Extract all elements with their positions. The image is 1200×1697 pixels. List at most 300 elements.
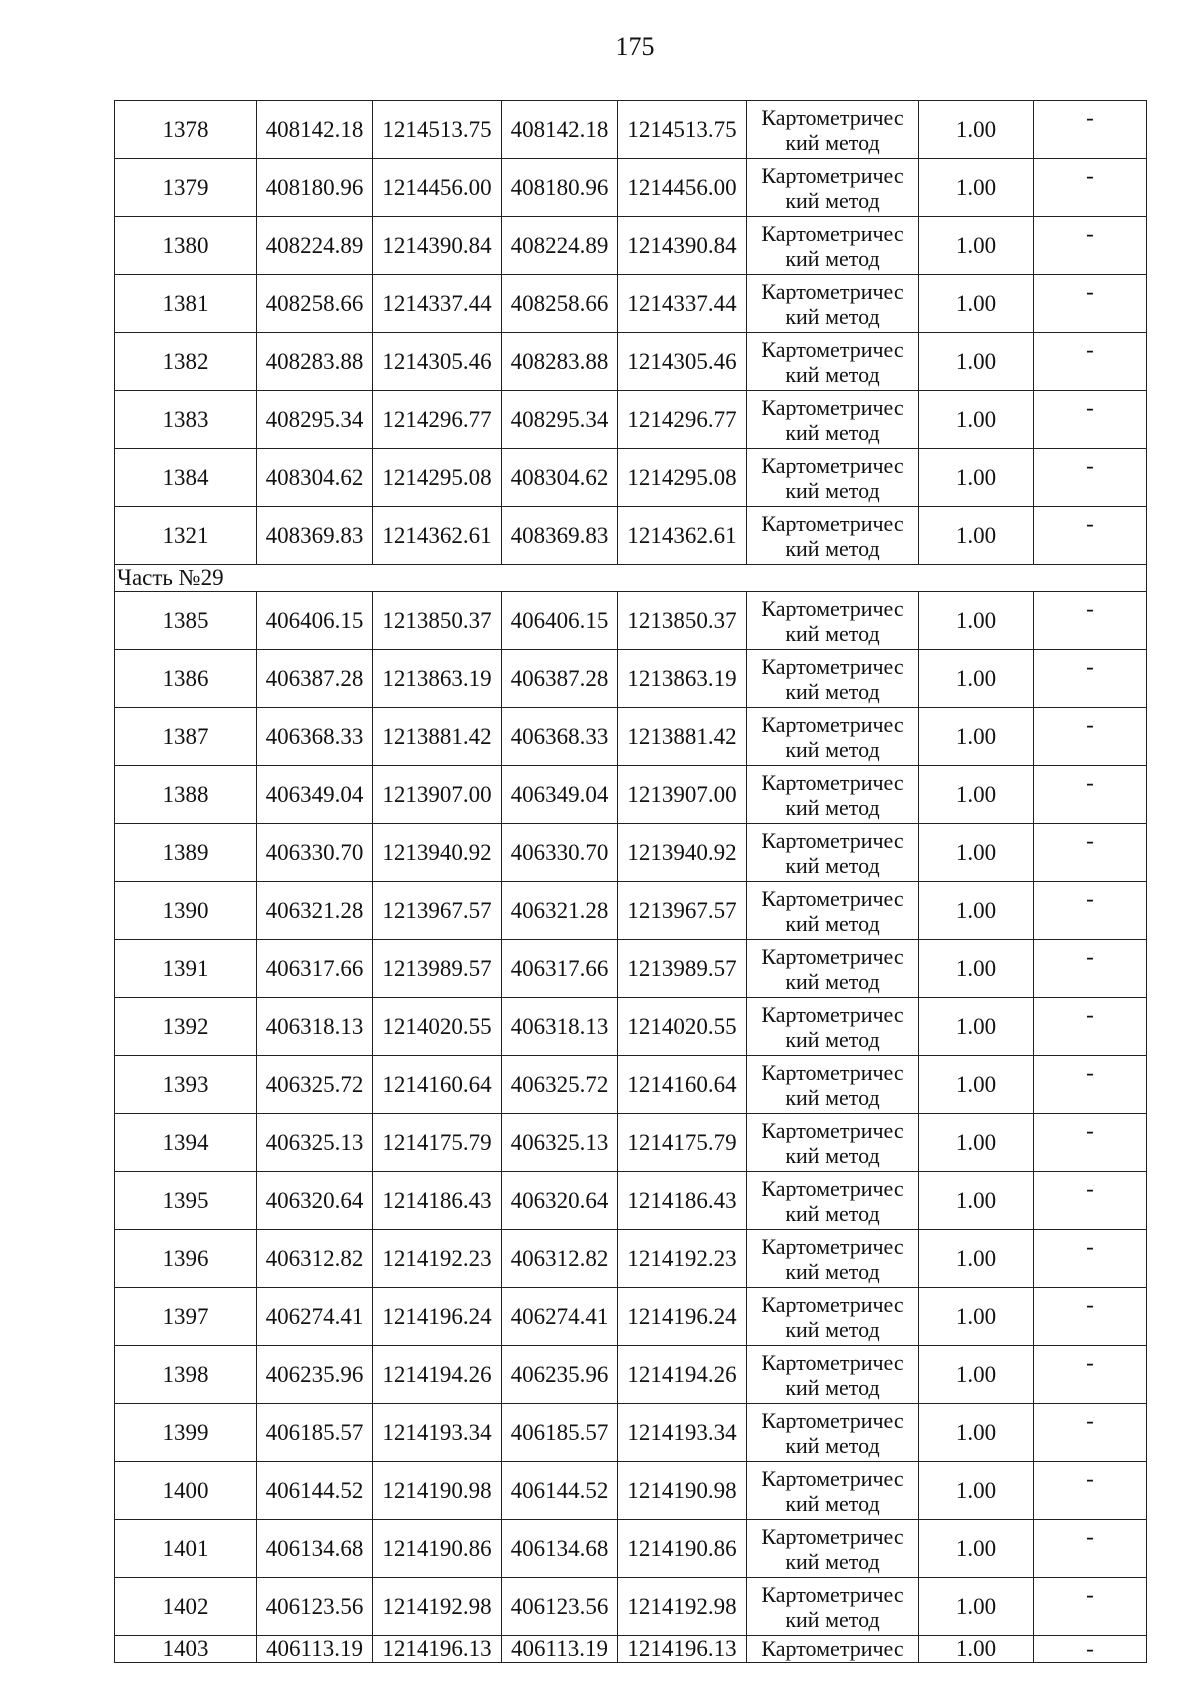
description-cell: - bbox=[1034, 1172, 1147, 1230]
description-cell: - bbox=[1034, 1462, 1147, 1520]
y-new-cell: 1214020.55 bbox=[618, 998, 747, 1056]
page-number: 175 bbox=[615, 32, 655, 61]
method-line-1: Картометричес bbox=[761, 1117, 904, 1143]
point-number-cell: 1402 bbox=[115, 1578, 257, 1636]
method-line-2: кий метод bbox=[785, 1316, 880, 1342]
x-old-cell: 408369.83 bbox=[257, 507, 373, 565]
method-line-2: кий метод bbox=[785, 1258, 880, 1284]
method-line-2: кий метод bbox=[785, 535, 880, 561]
method-cell bbox=[747, 507, 919, 565]
point-number-cell: 1381 bbox=[115, 275, 257, 333]
precision-cell: 1.00 bbox=[919, 766, 1034, 824]
x-old-cell: 408224.89 bbox=[257, 217, 373, 275]
table-row bbox=[115, 1114, 1147, 1172]
x-old-cell: 406113.19 bbox=[257, 1636, 373, 1663]
precision-cell: 1.00 bbox=[919, 333, 1034, 391]
method-line-1: Картометричес bbox=[761, 711, 904, 737]
y-new-cell: 1213989.57 bbox=[618, 940, 747, 998]
y-old-cell: 1213907.00 bbox=[373, 766, 502, 824]
table-section-heading bbox=[115, 565, 1147, 592]
x-old-cell: 406320.64 bbox=[257, 1172, 373, 1230]
y-new-cell: 1214305.46 bbox=[618, 333, 747, 391]
y-old-cell: 1213940.92 bbox=[373, 824, 502, 882]
description-cell: - bbox=[1034, 507, 1147, 565]
description-cell: - bbox=[1034, 391, 1147, 449]
point-number-cell: 1387 bbox=[115, 708, 257, 766]
x-old-cell: 406318.13 bbox=[257, 998, 373, 1056]
method-line-2: кий метод bbox=[785, 245, 880, 271]
precision-cell: 1.00 bbox=[919, 391, 1034, 449]
method-line-1: Картометричес bbox=[761, 1001, 904, 1027]
table-row bbox=[115, 101, 1147, 159]
x-old-cell: 408258.66 bbox=[257, 275, 373, 333]
method-line-1: Картометричес bbox=[761, 1581, 904, 1607]
x-old-cell: 406325.13 bbox=[257, 1114, 373, 1172]
x-new-cell: 406387.28 bbox=[502, 650, 618, 708]
method-cell bbox=[747, 1404, 919, 1462]
point-number-cell: 1395 bbox=[115, 1172, 257, 1230]
point-number-cell: 1394 bbox=[115, 1114, 257, 1172]
precision-cell: 1.00 bbox=[919, 708, 1034, 766]
point-number-cell: 1399 bbox=[115, 1404, 257, 1462]
point-number-cell: 1398 bbox=[115, 1346, 257, 1404]
x-new-cell: 406235.96 bbox=[502, 1346, 618, 1404]
method-line-2: кий метод bbox=[785, 1606, 880, 1632]
description-cell: - bbox=[1034, 1056, 1147, 1114]
method-cell bbox=[747, 1346, 919, 1404]
table-row bbox=[115, 1230, 1147, 1288]
precision-cell: 1.00 bbox=[919, 940, 1034, 998]
description-cell: - bbox=[1034, 217, 1147, 275]
method-line-2: кий метод bbox=[785, 678, 880, 704]
point-number-cell: 1383 bbox=[115, 391, 257, 449]
point-number-cell: 1382 bbox=[115, 333, 257, 391]
point-number-cell: 1392 bbox=[115, 998, 257, 1056]
y-new-cell: 1214193.34 bbox=[618, 1404, 747, 1462]
precision-cell: 1.00 bbox=[919, 275, 1034, 333]
x-new-cell: 406123.56 bbox=[502, 1578, 618, 1636]
y-old-cell: 1213967.57 bbox=[373, 882, 502, 940]
precision-cell: 1.00 bbox=[919, 217, 1034, 275]
x-new-cell: 408258.66 bbox=[502, 275, 618, 333]
point-number-cell: 1389 bbox=[115, 824, 257, 882]
method-cell bbox=[747, 708, 919, 766]
x-old-cell: 408142.18 bbox=[257, 101, 373, 159]
method-line-1: Картометричес bbox=[761, 336, 904, 362]
method-cell bbox=[747, 333, 919, 391]
y-old-cell: 1214193.34 bbox=[373, 1404, 502, 1462]
table-row bbox=[115, 159, 1147, 217]
precision-cell: 1.00 bbox=[919, 998, 1034, 1056]
method-line-2: кий метод bbox=[785, 794, 880, 820]
y-old-cell: 1214390.84 bbox=[373, 217, 502, 275]
y-new-cell: 1213940.92 bbox=[618, 824, 747, 882]
method-line-1: Картометричес bbox=[761, 1349, 904, 1375]
table-row bbox=[115, 1578, 1147, 1636]
point-number-cell: 1396 bbox=[115, 1230, 257, 1288]
method-line-2: кий метод bbox=[785, 620, 880, 646]
method-cell bbox=[747, 1114, 919, 1172]
x-new-cell: 406325.13 bbox=[502, 1114, 618, 1172]
x-new-cell: 406113.19 bbox=[502, 1636, 618, 1663]
method-cell bbox=[747, 1288, 919, 1346]
table-row bbox=[115, 1346, 1147, 1404]
x-old-cell: 406325.72 bbox=[257, 1056, 373, 1114]
method-cell bbox=[747, 159, 919, 217]
method-line-2: кий метод bbox=[785, 852, 880, 878]
method-line-2: кий метод bbox=[785, 361, 880, 387]
y-new-cell: 1214196.24 bbox=[618, 1288, 747, 1346]
point-number-cell: 1386 bbox=[115, 650, 257, 708]
precision-cell: 1.00 bbox=[919, 650, 1034, 708]
method-line-1: Картометричес bbox=[761, 394, 904, 420]
x-new-cell: 406317.66 bbox=[502, 940, 618, 998]
table-row bbox=[115, 824, 1147, 882]
y-new-cell: 1214296.77 bbox=[618, 391, 747, 449]
method-line-1: Картометричес bbox=[761, 1059, 904, 1085]
part-heading: Часть №29 bbox=[115, 565, 1147, 592]
table-row bbox=[115, 708, 1147, 766]
x-old-cell: 406330.70 bbox=[257, 824, 373, 882]
point-number-cell: 1397 bbox=[115, 1288, 257, 1346]
y-new-cell: 1213863.19 bbox=[618, 650, 747, 708]
y-old-cell: 1214192.98 bbox=[373, 1578, 502, 1636]
method-line-1: Картометричес bbox=[761, 220, 904, 246]
x-new-cell: 406330.70 bbox=[502, 824, 618, 882]
precision-cell: 1.00 bbox=[919, 592, 1034, 650]
method-cell bbox=[747, 1056, 919, 1114]
x-old-cell: 406317.66 bbox=[257, 940, 373, 998]
y-old-cell: 1214295.08 bbox=[373, 449, 502, 507]
method-line-2: кий метод bbox=[785, 1142, 880, 1168]
method-cell bbox=[747, 998, 919, 1056]
method-line-1: Картометричес bbox=[761, 885, 904, 911]
table-row bbox=[115, 1172, 1147, 1230]
y-new-cell: 1214190.98 bbox=[618, 1462, 747, 1520]
method-line-1: Картометричес bbox=[761, 1407, 904, 1433]
x-new-cell: 406368.33 bbox=[502, 708, 618, 766]
table-row bbox=[115, 650, 1147, 708]
y-new-cell: 1214160.64 bbox=[618, 1056, 747, 1114]
precision-cell: 1.00 bbox=[919, 1578, 1034, 1636]
table-row bbox=[115, 1636, 1147, 1663]
x-old-cell: 406321.28 bbox=[257, 882, 373, 940]
method-line-1: Картометричес bbox=[761, 827, 904, 853]
description-cell: - bbox=[1034, 1114, 1147, 1172]
method-line-1: Картометричес bbox=[761, 1233, 904, 1259]
method-line-2: кий метод bbox=[785, 303, 880, 329]
x-old-cell: 406406.15 bbox=[257, 592, 373, 650]
description-cell: - bbox=[1034, 766, 1147, 824]
table-row bbox=[115, 333, 1147, 391]
description-cell: - bbox=[1034, 159, 1147, 217]
precision-cell: 1.00 bbox=[919, 1520, 1034, 1578]
x-new-cell: 406325.72 bbox=[502, 1056, 618, 1114]
method-line-2: кий метод bbox=[785, 968, 880, 994]
table-row bbox=[115, 391, 1147, 449]
x-new-cell: 406321.28 bbox=[502, 882, 618, 940]
x-new-cell: 406318.13 bbox=[502, 998, 618, 1056]
x-old-cell: 406349.04 bbox=[257, 766, 373, 824]
y-old-cell: 1214513.75 bbox=[373, 101, 502, 159]
y-old-cell: 1214196.13 bbox=[373, 1636, 502, 1663]
description-cell: - bbox=[1034, 650, 1147, 708]
precision-cell: 1.00 bbox=[919, 1114, 1034, 1172]
description-cell: - bbox=[1034, 1636, 1147, 1663]
point-number-cell: 1321 bbox=[115, 507, 257, 565]
method-line-1: Картометричес bbox=[761, 452, 904, 478]
method-line-1: Картометричес bbox=[761, 104, 904, 130]
precision-cell: 1.00 bbox=[919, 159, 1034, 217]
y-new-cell: 1214456.00 bbox=[618, 159, 747, 217]
method-cell bbox=[747, 1636, 919, 1663]
x-new-cell: 406185.57 bbox=[502, 1404, 618, 1462]
y-new-cell: 1214362.61 bbox=[618, 507, 747, 565]
x-old-cell: 408295.34 bbox=[257, 391, 373, 449]
description-cell: - bbox=[1034, 882, 1147, 940]
y-new-cell: 1214194.26 bbox=[618, 1346, 747, 1404]
precision-cell: 1.00 bbox=[919, 507, 1034, 565]
point-number-cell: 1390 bbox=[115, 882, 257, 940]
precision-cell: 1.00 bbox=[919, 1056, 1034, 1114]
y-new-cell: 1213850.37 bbox=[618, 592, 747, 650]
x-old-cell: 406235.96 bbox=[257, 1346, 373, 1404]
precision-cell: 1.00 bbox=[919, 101, 1034, 159]
x-new-cell: 408369.83 bbox=[502, 507, 618, 565]
y-new-cell: 1214513.75 bbox=[618, 101, 747, 159]
description-cell: - bbox=[1034, 1230, 1147, 1288]
description-cell: - bbox=[1034, 449, 1147, 507]
method-line-1: Картометричес bbox=[761, 1636, 904, 1661]
x-old-cell: 406185.57 bbox=[257, 1404, 373, 1462]
y-new-cell: 1214192.23 bbox=[618, 1230, 747, 1288]
precision-cell: 1.00 bbox=[919, 824, 1034, 882]
precision-cell: 1.00 bbox=[919, 1172, 1034, 1230]
y-new-cell: 1214196.13 bbox=[618, 1636, 747, 1663]
method-line-2: кий метод bbox=[785, 477, 880, 503]
table-row bbox=[115, 1288, 1147, 1346]
method-line-2: кий метод bbox=[785, 129, 880, 155]
x-old-cell: 408304.62 bbox=[257, 449, 373, 507]
point-number-cell: 1400 bbox=[115, 1462, 257, 1520]
coordinates-table bbox=[114, 100, 1147, 1663]
x-new-cell: 406312.82 bbox=[502, 1230, 618, 1288]
point-number-cell: 1384 bbox=[115, 449, 257, 507]
description-cell: - bbox=[1034, 824, 1147, 882]
precision-cell: 1.00 bbox=[919, 1346, 1034, 1404]
x-new-cell: 406274.41 bbox=[502, 1288, 618, 1346]
y-new-cell: 1214192.98 bbox=[618, 1578, 747, 1636]
table-row bbox=[115, 217, 1147, 275]
x-old-cell: 406134.68 bbox=[257, 1520, 373, 1578]
method-line-1: Картометричес bbox=[761, 278, 904, 304]
y-old-cell: 1214305.46 bbox=[373, 333, 502, 391]
y-old-cell: 1214296.77 bbox=[373, 391, 502, 449]
x-new-cell: 408224.89 bbox=[502, 217, 618, 275]
method-cell bbox=[747, 882, 919, 940]
y-new-cell: 1213881.42 bbox=[618, 708, 747, 766]
method-line-1: Картометричес bbox=[761, 1523, 904, 1549]
y-old-cell: 1214190.98 bbox=[373, 1462, 502, 1520]
point-number-cell: 1403 bbox=[115, 1636, 257, 1663]
y-old-cell: 1214196.24 bbox=[373, 1288, 502, 1346]
x-old-cell: 406123.56 bbox=[257, 1578, 373, 1636]
description-cell: - bbox=[1034, 1520, 1147, 1578]
method-line-1: Картометричес bbox=[761, 943, 904, 969]
y-old-cell: 1214456.00 bbox=[373, 159, 502, 217]
y-old-cell: 1214362.61 bbox=[373, 507, 502, 565]
method-line-2: кий метод bbox=[785, 1548, 880, 1574]
method-cell bbox=[747, 592, 919, 650]
y-old-cell: 1214190.86 bbox=[373, 1520, 502, 1578]
y-new-cell: 1214295.08 bbox=[618, 449, 747, 507]
description-cell: - bbox=[1034, 1346, 1147, 1404]
x-new-cell: 408304.62 bbox=[502, 449, 618, 507]
x-old-cell: 408283.88 bbox=[257, 333, 373, 391]
method-cell bbox=[747, 1578, 919, 1636]
table-row bbox=[115, 1462, 1147, 1520]
table-row bbox=[115, 449, 1147, 507]
method-line-1: Картометричес bbox=[761, 769, 904, 795]
method-line-1: Картометричес bbox=[761, 1175, 904, 1201]
method-cell bbox=[747, 824, 919, 882]
point-number-cell: 1388 bbox=[115, 766, 257, 824]
x-new-cell: 406144.52 bbox=[502, 1462, 618, 1520]
description-cell: - bbox=[1034, 333, 1147, 391]
precision-cell: 1.00 bbox=[919, 1404, 1034, 1462]
method-line-2: кий метод bbox=[785, 736, 880, 762]
x-old-cell: 406144.52 bbox=[257, 1462, 373, 1520]
method-line-1: Картометричес bbox=[761, 653, 904, 679]
precision-cell: 1.00 bbox=[919, 1288, 1034, 1346]
method-cell bbox=[747, 650, 919, 708]
point-number-cell: 1379 bbox=[115, 159, 257, 217]
method-line-1: Картометричес bbox=[761, 162, 904, 188]
method-cell bbox=[747, 1172, 919, 1230]
method-cell bbox=[747, 391, 919, 449]
table-row bbox=[115, 1056, 1147, 1114]
x-old-cell: 406274.41 bbox=[257, 1288, 373, 1346]
y-old-cell: 1214160.64 bbox=[373, 1056, 502, 1114]
description-cell: - bbox=[1034, 940, 1147, 998]
method-line-2: кий метод bbox=[785, 419, 880, 445]
y-old-cell: 1214337.44 bbox=[373, 275, 502, 333]
method-line-1: Картометричес bbox=[761, 1465, 904, 1491]
description-cell: - bbox=[1034, 1404, 1147, 1462]
method-cell bbox=[747, 275, 919, 333]
table-row bbox=[115, 1520, 1147, 1578]
description-cell: - bbox=[1034, 275, 1147, 333]
x-new-cell: 406406.15 bbox=[502, 592, 618, 650]
x-new-cell: 406134.68 bbox=[502, 1520, 618, 1578]
method-line-2: кий метод bbox=[785, 1026, 880, 1052]
table-row bbox=[115, 998, 1147, 1056]
method-cell bbox=[747, 1230, 919, 1288]
y-old-cell: 1213850.37 bbox=[373, 592, 502, 650]
point-number-cell: 1393 bbox=[115, 1056, 257, 1114]
y-old-cell: 1214192.23 bbox=[373, 1230, 502, 1288]
y-new-cell: 1214190.86 bbox=[618, 1520, 747, 1578]
y-old-cell: 1213881.42 bbox=[373, 708, 502, 766]
y-old-cell: 1214175.79 bbox=[373, 1114, 502, 1172]
description-cell: - bbox=[1034, 101, 1147, 159]
y-new-cell: 1214175.79 bbox=[618, 1114, 747, 1172]
y-old-cell: 1214186.43 bbox=[373, 1172, 502, 1230]
x-new-cell: 408180.96 bbox=[502, 159, 618, 217]
y-old-cell: 1214194.26 bbox=[373, 1346, 502, 1404]
method-cell bbox=[747, 217, 919, 275]
x-new-cell: 406320.64 bbox=[502, 1172, 618, 1230]
table-row bbox=[115, 592, 1147, 650]
description-cell: - bbox=[1034, 1578, 1147, 1636]
method-line-2: кий метод bbox=[785, 910, 880, 936]
description-cell: - bbox=[1034, 998, 1147, 1056]
method-cell bbox=[747, 940, 919, 998]
point-number-cell: 1401 bbox=[115, 1520, 257, 1578]
point-number-cell: 1378 bbox=[115, 101, 257, 159]
y-old-cell: 1214020.55 bbox=[373, 998, 502, 1056]
point-number-cell: 1380 bbox=[115, 217, 257, 275]
method-line-2: кий метод bbox=[785, 1200, 880, 1226]
method-line-2: кий метод bbox=[785, 187, 880, 213]
x-old-cell: 406387.28 bbox=[257, 650, 373, 708]
method-line-1: Картометричес bbox=[761, 595, 904, 621]
method-line-2: кий метод bbox=[785, 1084, 880, 1110]
method-cell bbox=[747, 1520, 919, 1578]
y-new-cell: 1213967.57 bbox=[618, 882, 747, 940]
table-row bbox=[115, 882, 1147, 940]
x-old-cell: 406368.33 bbox=[257, 708, 373, 766]
x-new-cell: 408142.18 bbox=[502, 101, 618, 159]
method-cell bbox=[747, 1462, 919, 1520]
precision-cell: 1.00 bbox=[919, 1462, 1034, 1520]
y-new-cell: 1213907.00 bbox=[618, 766, 747, 824]
method-cell bbox=[747, 766, 919, 824]
method-line-1: Картометричес bbox=[761, 510, 904, 536]
part-heading-row bbox=[115, 565, 1147, 592]
table-row bbox=[115, 766, 1147, 824]
table-section-part-29 bbox=[115, 592, 1147, 1663]
y-new-cell: 1214186.43 bbox=[618, 1172, 747, 1230]
y-old-cell: 1213863.19 bbox=[373, 650, 502, 708]
method-cell bbox=[747, 101, 919, 159]
method-line-2: кий метод bbox=[785, 1490, 880, 1516]
description-cell: - bbox=[1034, 708, 1147, 766]
x-new-cell: 408295.34 bbox=[502, 391, 618, 449]
method-line-2: кий метод bbox=[785, 1374, 880, 1400]
x-old-cell: 408180.96 bbox=[257, 159, 373, 217]
method-cell bbox=[747, 449, 919, 507]
y-new-cell: 1214337.44 bbox=[618, 275, 747, 333]
precision-cell: 1.00 bbox=[919, 882, 1034, 940]
table-row bbox=[115, 940, 1147, 998]
x-new-cell: 406349.04 bbox=[502, 766, 618, 824]
table-row bbox=[115, 1404, 1147, 1462]
point-number-cell: 1391 bbox=[115, 940, 257, 998]
y-new-cell: 1214390.84 bbox=[618, 217, 747, 275]
method-line-1: Картометричес bbox=[761, 1291, 904, 1317]
description-cell: - bbox=[1034, 592, 1147, 650]
precision-cell: 1.00 bbox=[919, 1230, 1034, 1288]
y-old-cell: 1213989.57 bbox=[373, 940, 502, 998]
table-row bbox=[115, 275, 1147, 333]
precision-cell: 1.00 bbox=[919, 449, 1034, 507]
point-number-cell: 1385 bbox=[115, 592, 257, 650]
table-section-part-28 bbox=[115, 101, 1147, 565]
x-new-cell: 408283.88 bbox=[502, 333, 618, 391]
description-cell: - bbox=[1034, 1288, 1147, 1346]
table-row bbox=[115, 507, 1147, 565]
